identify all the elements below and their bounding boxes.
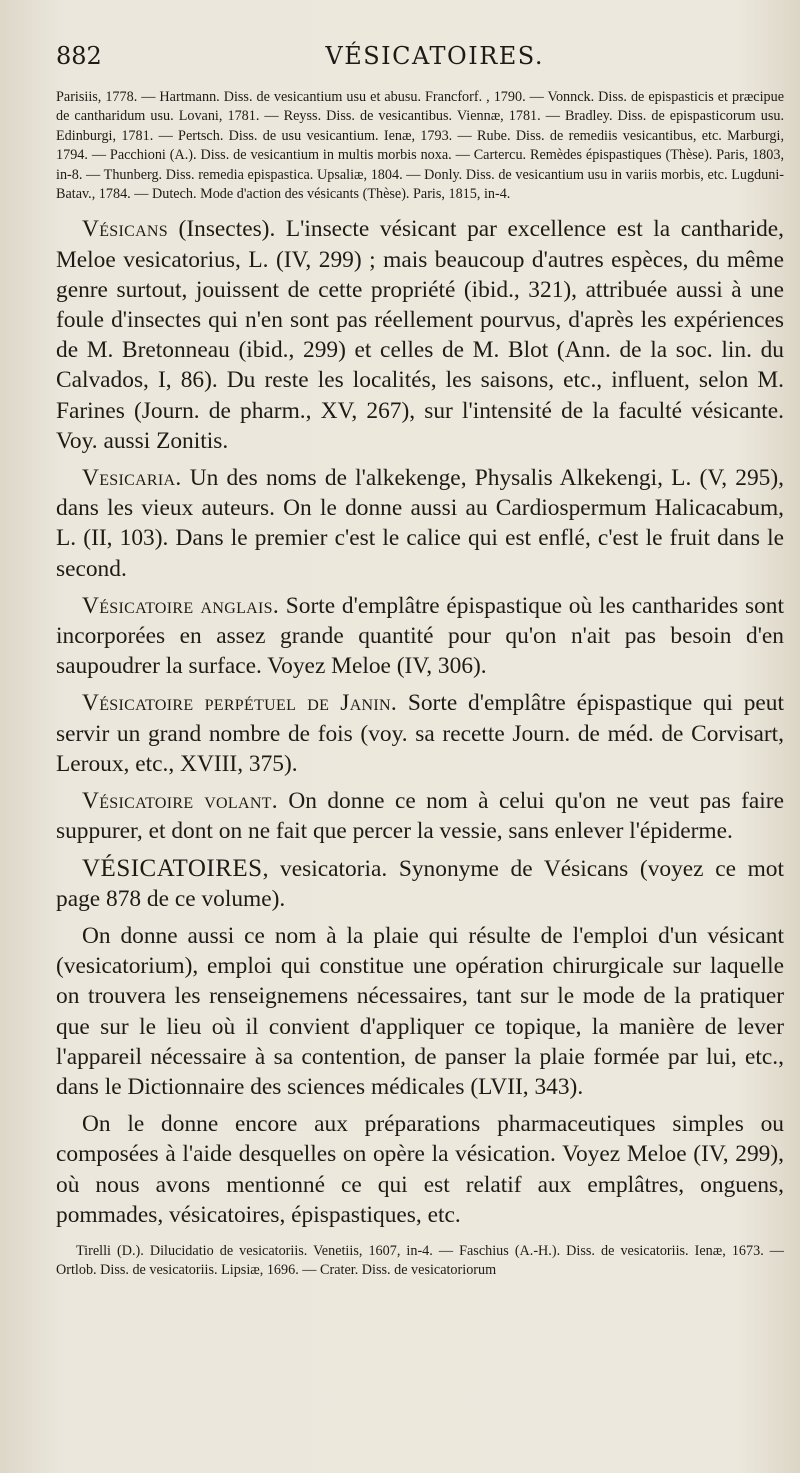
page-number: 882: [56, 42, 102, 70]
entry-term: Vésicatoire anglais.: [82, 592, 279, 619]
main-entry-paragraph: On donne aussi ce nom à la plaie qui résulte de l'emploi d'un vésicant (vesicatorium), emploi qui constitue une opération chirurgicale sur laquelle on trouvera les renseignemens nécessaires, tant sur le mode de la pratiquer que sur le lieu où il convient d'appliquer ce topique, la manière de lever l'appareil nécessaire à sa contention, de panser la plaie formée par lui, etc., dans le Dictionnaire des sciences médicales (LVII, 343).: [56, 922, 784, 1100]
entry-vesicaria: [56, 463, 784, 584]
main-entry-definition: [56, 854, 784, 914]
entry-vesicatoires: [56, 854, 784, 1230]
entry-term: Vésicatoire volant.: [82, 788, 278, 815]
entry-vesicans: [56, 214, 784, 456]
entry-vesicatoire-perpetuel: [56, 688, 784, 779]
entry-text: (Insectes). L'insecte vésicant par excellence est la cantharide, Meloe vesicatorius, L. (IV, 299) ; mais beaucoup d'autres espèces, du même genre surtout, jouissent de cette propriété (ibid., 321), attribuée aussi à une foule d'insectes qui n'en sont pas réellement pourvus, d'après les expériences de M. Bretonneau (ibid., 299) et celles de M. Blot (Ann. de la soc. lin. du Calvados, I, 86). Du reste les localités, les saisons, etc., influent, selon M. Farines (Journ. de pharm., XV, 267), sur l'intensité de la faculté vésicante. Voy. aussi Zonitis.: [56, 216, 784, 454]
bibliography-bottom: Tirelli (D.). Dilucidatio de vesicatoriis. Venetiis, 1607, in-4. — Faschius (A.-H.). Diss. de vesicatoriis. Ienæ, 1673. — Ortlob. Diss. de vesicatoriis. Lipsiæ, 1696. — Crater. Diss. de vesicatoriorum: [56, 1242, 784, 1279]
entry-text: Sorte d'emplâtre épispastique où les cantharides sont incorporées en assez grande quantité pour qu'on n'ait pas besoin d'en saupoudrer la surface. Voyez Meloe (IV, 306).: [56, 592, 784, 680]
entry-term: Vésicatoire perpétuel de Janin.: [82, 690, 398, 717]
entry-text: On donne ce nom à celui qu'on ne veut pas faire suppurer, et dont on ne fait que percer la vessie, sans enlever l'épiderme.: [56, 788, 784, 845]
running-head: VÉSICATOIRES.: [325, 42, 544, 70]
entry-vesicatoire-volant: [56, 786, 784, 846]
entry-term: Vésicans: [82, 216, 168, 243]
entry-text: Sorte d'emplâtre épispastique qui peut servir un grand nombre de fois (voy. sa recette Journ. de méd. de Corvisart, Leroux, etc., XVIII, 375).: [56, 690, 784, 777]
entry-term: Vesicaria.: [82, 465, 182, 492]
main-entry-paragraph: On le donne encore aux préparations pharmaceutiques simples ou composées à l'aide desquelles on opère la vésication. Voyez Meloe (IV, 299), où nous avons mentionné ce qui est relatif aux emplâtres, onguens, pommades, vésicatoires, épispastiques, etc.: [56, 1111, 784, 1228]
entry-text: Un des noms de l'alkekenge, Physalis Alkekengi, L. (V, 295), dans les vieux auteurs. On le donne aussi au Cardiospermum Halicacabum, L. (II, 103). Dans le premier c'est le calice qui est enflé, c'est le fruit dans le second.: [56, 465, 784, 582]
main-entry-term: VÉSICATOIRES: [82, 854, 263, 882]
bibliography-top: Parisiis, 1778. — Hartmann. Diss. de vesicantium usu et abusu. Francforf. , 1790. — Vonnck. Diss. de epispasticis et præcipue de cantharidum usu. Lovani, 1781. — Reyss. Diss. de vesicantibus. Viennæ, 1781. — Bradley. Diss. de epispasticorum usu. Edinburgi, 1781. — Pertsch. Diss. de usu vesicantium. Ienæ, 1793. — Rube. Diss. de remediis vesicantibus, etc. Marburgi, 1794. — Pacchioni (A.). Diss. de vesicantium in multis morbis noxa. — Cartercu. Remèdes épispastiques (Thèse). Paris, 1803, in-8. — Thunberg. Diss. remedia epispastica. Upsaliæ, 1804. — Donly. Diss. de vesicantium usu in variis morbis, etc. Lugduni-Batav., 1784. — Dutech. Mode d'action des vésicants (Thèse). Paris, 1815, in-4.: [56, 89, 784, 203]
main-entry-text: , vesicatoria. Synonyme de Vésicans (voyez ce mot page 878 de ce volume).: [56, 855, 784, 912]
page-header: [56, 42, 784, 70]
entry-vesicatoire-anglais: [56, 591, 784, 682]
